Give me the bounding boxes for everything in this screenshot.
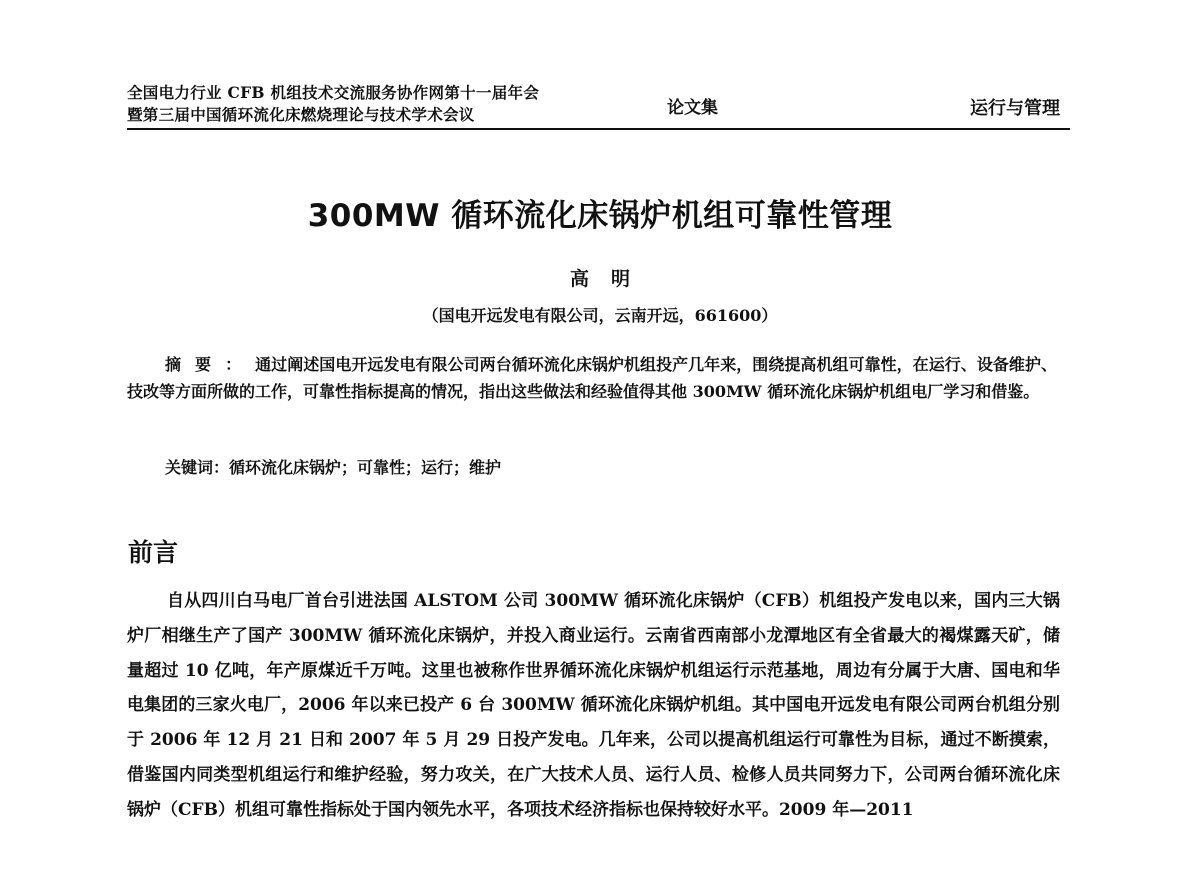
keywords-label: 关键词： [165, 458, 230, 477]
keywords [165, 455, 501, 478]
section-label: 运行与管理 [970, 98, 1060, 119]
abstract-label: 摘要： [165, 355, 256, 374]
abstract-text: 通过阐述国电开远发电有限公司两台循环流化床锅炉机组投产几年来，围绕提高机组可靠性，在运行、设备维护、技改等方面所做的工作，可靠性指标提高的情况，指出这些做法和经验值得其他 300MW 循环流化床锅炉机组电厂学习和借鉴。 [127, 355, 1057, 401]
keywords-text: 循环流化床锅炉；可靠性；运行；维护 [229, 458, 502, 477]
section-heading: 前言 [128, 538, 179, 567]
conference-line-2: 暨第三届中国循环流化床燃烧理论与技术学术会议 [127, 105, 475, 124]
conference-name [127, 82, 539, 126]
paper-author: 高明 [569, 268, 652, 290]
conference-line-1: 全国电力行业 CFB 机组技术交流服务协作网第十一届年会 [127, 83, 540, 102]
running-header [127, 78, 1070, 130]
abstract [127, 351, 1057, 405]
body-paragraph: 自从四川白马电厂首台引进法国 ALSTOM 公司 300MW 循环流化床锅炉（CFB）机组投产发电以来，国内三大锅炉厂相继生产了国产 300MW 循环流化床锅炉，并投入商业运行。云南省西南部小龙潭地区有全省最大的褐煤露天矿，储量超过 10 亿吨，年产原煤近千万吨。这里也被称作世界循环流化床锅炉机组运行示范基地，周边有分属于大唐、国电和华电集团的三家火电厂，2006 年以来已投产 6 台 300MW 循环流化床锅炉机组。其中国电开远发电有限公司两台机组分别于 2006 年 12 月 21 日和 2007 年 5 月 29 日投产发电。几年来，公司以提高机组运行可靠性为目标，通过不断摸索，借鉴国内同类型机组运行和维护经验，努力攻关，在广大技术人员、运行人员、检修人员共同努力下，公司两台循环流化床锅炉（CFB）机组可靠性指标处于国内领先水平，各项技术经济指标也保持较好水平。2009 年—2011 [127, 591, 1060, 820]
paper-affiliation: （国电开远发电有限公司，云南开远，661600） [422, 306, 778, 325]
paper-title: 300MW 循环流化床锅炉机组可靠性管理 [307, 198, 893, 234]
collection-label: 论文集 [667, 98, 718, 118]
